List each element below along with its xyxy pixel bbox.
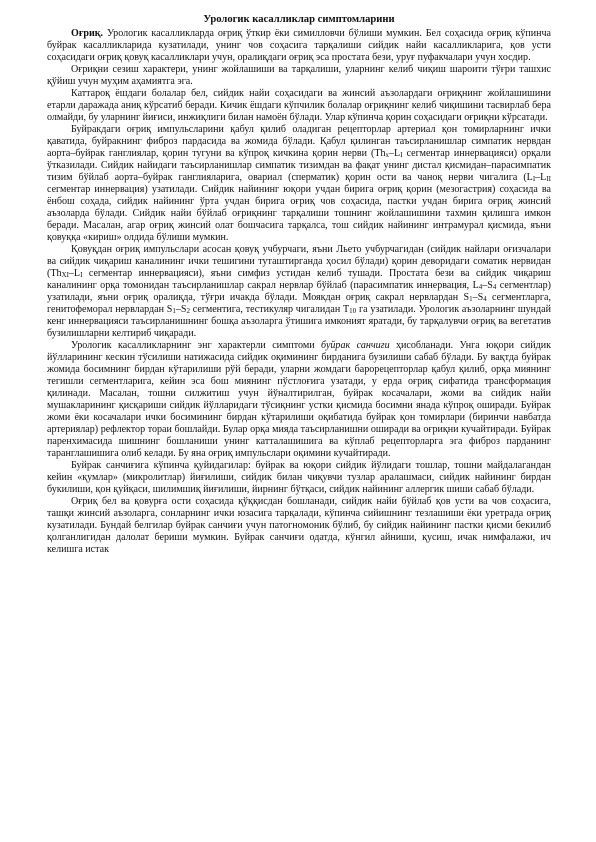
- paragraph-text: –S: [175, 304, 187, 315]
- paragraph-text: Оғриқ бел ва қовурға ости соҳасида қўққисдан бошланади, сийдик найи бўйлаб қов усти ва чов соҳасига, ташқи жинсий аъзоларга, сонларнинг ички юзасига тарқалади, кўпинча сийишнинг тезлашиши ёки уретрада оғриқ кузатилади. Бундай белгилар буйрак санчиғи учун патогномоник бўлиб, бу сийдик найининг пастки қисми бекилиб қолганлигидан далолат бериши мумкин. Буйрак санчиғи одатда, кўнгил айниши, қусиш, ичак нимфалажи, ич келишга истак: [47, 496, 551, 555]
- paragraph-pain-character: [47, 64, 551, 88]
- paragraph-text: сегментлар) узатилади, яъни оғриқ оралиқда, тўғри ичакда бўлади. Моякдан оғриқ сакрал нервлардан S: [47, 280, 551, 303]
- subscript: 4: [492, 283, 497, 291]
- paragraph-text: Оғриқни сезиш характери, унинг жойлашиши ва тарқалиши, уларнинг келиб чиқиш шароити тўғри ташхис қўйиш учун муҳим аҳамиятга эга.: [47, 64, 551, 87]
- paragraph-text: Буйрак санчиғига кўпинча қуйидагилар: буйрак ва юқори сийдик йўлидаги тошлар, тошни майдалагандан кейин «қумлар» (микролитлар) йиғилиши, сийдик билан чиқувчи тузлар аралашмаси, сийдик найининг бирдан букилиши, қон қуйқаси, шилимшиқ йиғилиши, йирнинг бўтқаси, сийдик найининг аллергик шиши сабаб бўлади.: [47, 460, 551, 495]
- paragraph-pain: [47, 28, 551, 64]
- paragraph-text: сегментларга, генитофеморал нервлардан S: [47, 292, 551, 315]
- paragraph-colic-symptoms: [47, 496, 551, 556]
- subscript: 2: [186, 307, 191, 315]
- subscript: x: [385, 151, 390, 159]
- paragraph-text: Урологик касалликларнинг энг характерли симптоми: [71, 340, 322, 351]
- paragraph-text: ҳисобланади. Унга юқори сийдик йўлларининг кескин тўсилиши натижасида сийдик оқимининг бирданига бузилиши сабаб бўлади. Бу вақтда буйрак жомида босимнинг бирдан кўтарилиши рўй беради, уларни жомдаги барорецепторлар қабул қилиб, орқа миянинг тегишли сегментларига, кейин эса бош миянинг пўстлоғига узатади, у ерда оғриқ сифатида трансформация қилинади. Масалан, тошни силжитиш учун йўналтирилган, буйрак косачалари, жоми ва сийдик найи мушакларининг қисқариши сийдик йўлларидаги тўсиқнинг устки қисмида босимни янада кўпроқ оширади. Буйрак жоми ёки косачалари ички босимининг бирдан кўтарилиши оқибатида буйрак қон томирлари (биринчи навбатда артериялар) рефлектор тораи бошлайди. Булар орқа мияда таъсирланишни оширади ва оғриқни кучайтиради. Буйрак паренхимасида шишнинг бошланиши унинг катталашишига ва кўплаб рецепторларга эга фиброз парданинг таранглашишига олиб келади. Бу яна оғриқ импульслари оқимини кучайтиради.: [47, 340, 551, 459]
- paragraph-text: сегментига, тестикуляр чигалидан T: [190, 304, 350, 315]
- paragraph-text: –S: [472, 292, 484, 303]
- paragraph-lead: Оғриқ.: [71, 28, 104, 39]
- paragraph-children: [47, 88, 551, 124]
- paragraph-text: –L: [68, 268, 81, 279]
- paragraph-kidney-receptors: [47, 124, 551, 244]
- paragraph-text: Урологик касалликларда оғриқ ўткир ёки симилловчи бўлиши мумкин. Бел соҳасида оғриқ кўпинча буйрак касалликларида кузатилади, унинг чов соҳасига тарқалиши сийдик найи касалликларига, қов усти соҳасидаги оғриқ қовуқ касалликлари учун, оралиқдаги оғриқ эса простата бези, уруғ пуфакчалари учун хосдир.: [47, 28, 551, 63]
- paragraph-renal-colic: [47, 340, 551, 460]
- paragraph-bladder-pain: [47, 244, 551, 340]
- page-title: Урологик касалликлар симптомларини: [203, 14, 395, 25]
- paragraph-text: сегментар иннервацияси) орқали ўтказилади. Сийдик найидаги таъсирланишлар симпатик тизимдан ва фақат унинг дистал қисмидан–парасимпатик тизим бўйлаб аорта–буйрак ганглияларига, овариал (сперматик) қорин ости ва чаноқ нерви чигалига (L: [47, 148, 551, 183]
- paragraph-text: –S: [482, 280, 493, 291]
- paragraph-text: сегментар иннервация) узатилади. Сийдик найининг юқори учдан бирига оғриқ қорин (мезогастрия) соҳасида ва ёнбош соҳада, сийдик найининг ўрта учдан бирига оғриқ чов соҳасида, пастки учдан бирига оғриқ жинсий аъзоларда бўлади. Сийдик найи бўйлаб оғриқнинг тарқалиши тошнинг жойлашишини тахмин қилишга имкон беради. Масалан, агар оғриқ жинсий олат бошчасига тарқалса, тош сийдик найининг интрамурал қисмида, яъни қовуққа «кириш» олдида бўлиши мумкин.: [47, 184, 551, 243]
- paragraph-colic-causes: [47, 460, 551, 496]
- subscript: XI: [61, 271, 69, 279]
- paragraph-text: Буйракдаги оғриқ импульсларини қабул қилиб оладиган рецепторлар артериал қон томирларнинг ички қаватида, буйракнинг фиброз пардасида ва жомида бўлади. Қабул қилинган таъсирланишлар симпатик нервдан аорта–буйрак ганглиялар, қорин тугуни ва кўпроқ кичкина қорин нерви (Th: [47, 124, 551, 159]
- paragraph-text: га узатилади. Урологик аъзоларнинг шундай кенг иннервацияси таъсирланишнинг бошқа аъзоларга ўтишига имконият яратади, бу тарқалувчи оғриқ ва вегетатив бузилишларни келтириб чиқаради.: [47, 304, 552, 339]
- paragraph-text: Каттароқ ёшдаги болалар бел, сийдик найи соҳасидаги ва жинсий аъзолардаги оғриқнинг жойлашишини етарли даражада аниқ кўрсатиб беради. Кичик ёшдаги кўпчилик болалар оғриқнинг келиб чиқишини тасвирлаб бера олмайди, бу уларнинг йиғиси, инжиқлиги билан намоён бўлади. Улар кўпинча қорин соҳасидаги оғриқни кўрсатади.: [47, 88, 551, 123]
- subscript: 4: [483, 295, 487, 303]
- paragraph-text: –L: [535, 172, 547, 183]
- subscript: I: [532, 175, 536, 183]
- subscript: II: [546, 175, 551, 183]
- paragraph-text: сегментар иннервацияси), яъни симфиз устидан келиб тушади. Простата бези ва сийдик чиқариш каналининг орқа томонидан таъсирланишлар сакрал нервлар бўйлаб (парасимпатик иннервация, L: [47, 268, 551, 291]
- subscript: 1: [469, 295, 473, 303]
- paragraph-text: –L: [389, 148, 401, 159]
- subscript: I: [80, 271, 83, 279]
- italic-term: буйрак санчиғи: [321, 340, 390, 351]
- paragraph-text: Қовуқдан оғриқ импульслари асосан қовуқ учбурчаги, яъни Льето учбурчагидан (сийдик найлари оғизчалари ва сийдик чиқариш каналининг ички тешигини туташтирганда ҳосил бўлади) қорин деворидаги соматик нервидан (Th: [47, 244, 551, 279]
- subscript: 10: [349, 307, 357, 315]
- subscript: 1: [172, 307, 176, 315]
- subscript: I: [400, 151, 403, 159]
- subscript: 4: [478, 283, 483, 291]
